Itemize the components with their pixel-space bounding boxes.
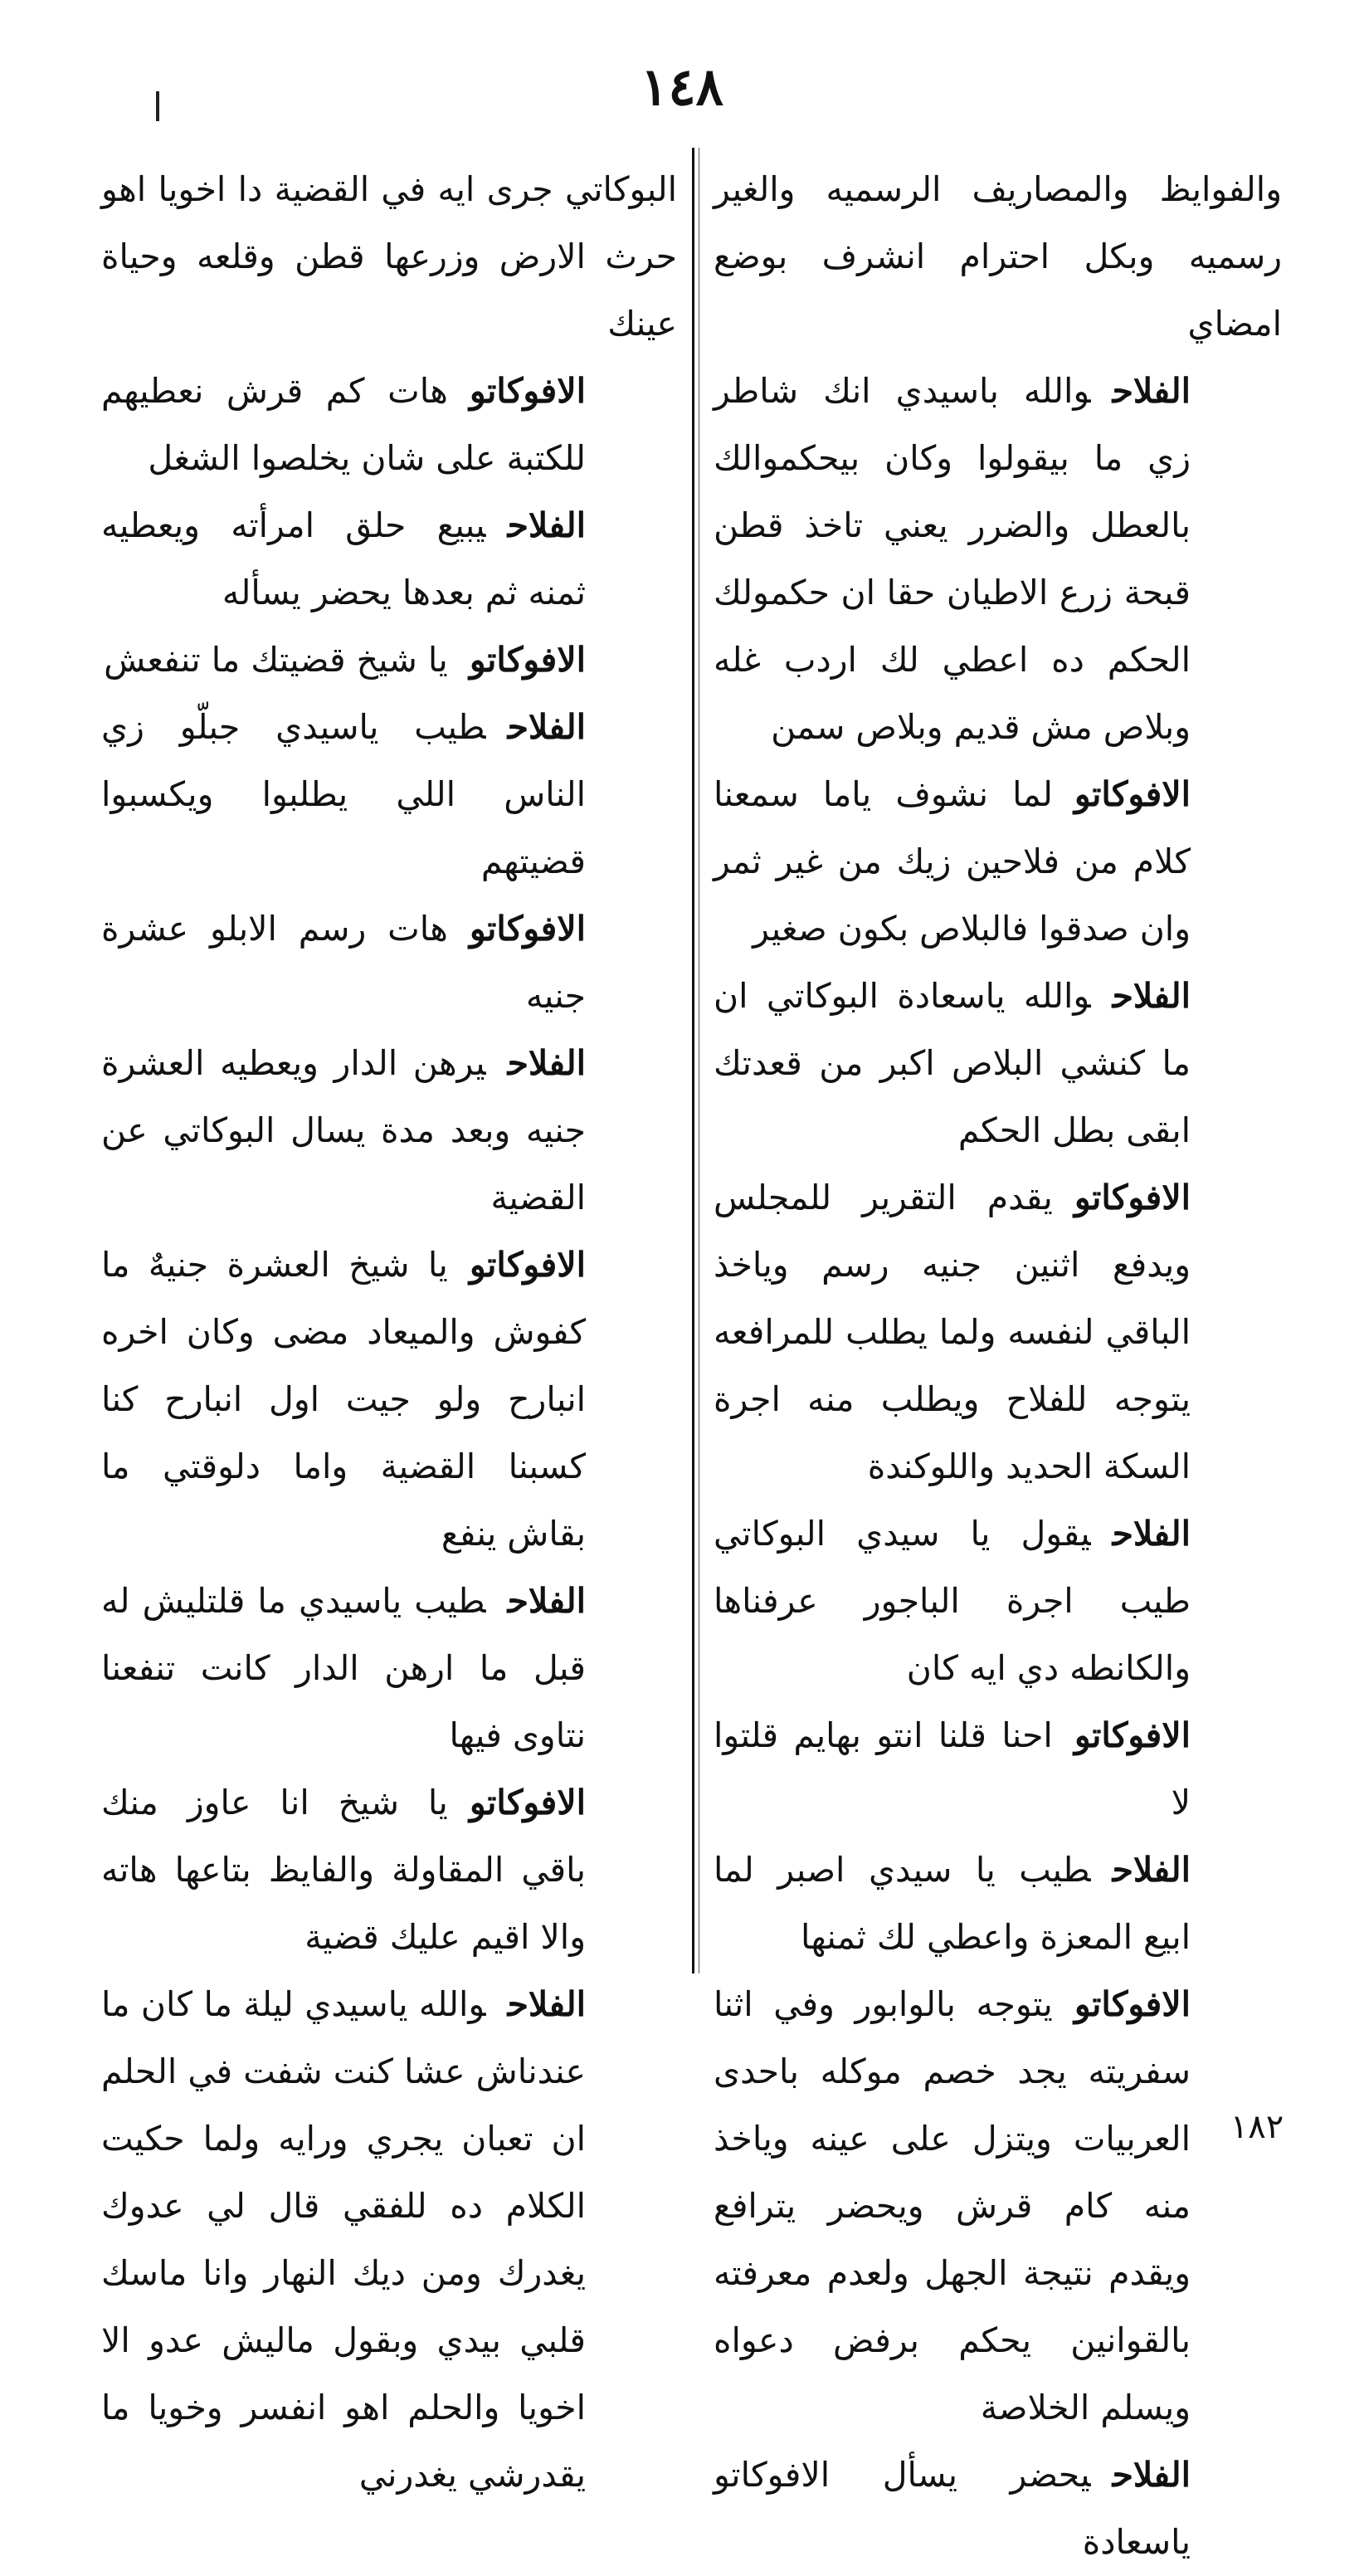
left-column — [101, 156, 677, 2495]
dialogue-text: يقدم التقرير للمجلس ويدفع اثنين جنيه رسم وياخذ الباقي لنفسه ولما يطلب للمرافعه يتوجه للفلاح ويطلب منه اجرة السكة الحديد واللوكندة — [714, 1178, 1191, 1486]
dialogue-text: والفوايظ والمصاريف الرسميه والغير رسميه وبكل احترام انشرف بوضع امضاي — [714, 169, 1282, 344]
dialogue-paragraph — [101, 895, 677, 1030]
speaker-label: الفلاح — [1112, 1850, 1191, 1890]
dialogue-text: والله باسيدي انك شاطر زي ما بيقولوا وكان بيحكموالك بالعطل والضرر يعني تاخذ قطن قبحة زرع الاطيان حقا ان حكمولك الحكم ده اعطي لك اردب غله وبلاص مش قديم وبلاص سمن — [714, 371, 1191, 747]
speaker-label: الفلاح — [1112, 1514, 1191, 1554]
dialogue-paragraph — [101, 627, 677, 694]
dialogue-paragraph — [101, 1030, 677, 1232]
dialogue-paragraph — [101, 1971, 677, 2509]
dialogue-paragraph — [101, 492, 677, 627]
speaker-label: الافوكاتو — [1074, 1984, 1191, 2024]
speaker-label: الافوكاتو — [469, 371, 586, 411]
dialogue-text: هات رسم الابلو عشرة جنيه — [101, 909, 586, 1016]
speaker-label: الفلاح — [507, 1581, 586, 1621]
dialogue-text: يا شيخ قضيتك ما تنفعش — [104, 640, 448, 680]
speaker-label: الافوكاتو — [469, 1783, 586, 1822]
speaker-label: الفلاح — [507, 1984, 586, 2024]
speaker-label: الافوكاتو — [1074, 774, 1191, 814]
speaker-label: الفلاح — [507, 1043, 586, 1083]
dialogue-text: احنا قلنا انتو بهايم قلتوا لا — [714, 1715, 1191, 1822]
dialogue-text: طيب ياسيدي جبلّو زي الناس اللي يطلبوا ويكسبوا قضيتهم — [101, 707, 586, 881]
dialogue-paragraph — [714, 1971, 1282, 2442]
dialogue-paragraph — [714, 1702, 1282, 1837]
dialogue-paragraph — [714, 2442, 1282, 2576]
speaker-label: الافوكاتو — [469, 1245, 586, 1285]
dialogue-paragraph — [101, 694, 677, 895]
footer-page-number: ١٨٢ — [1230, 2108, 1284, 2146]
dialogue-text: يا شيخ انا عاوز منك باقي المقاولة والفايظ بتاعها هاته والا اقيم عليك قضية — [101, 1783, 586, 1957]
dialogue-text: والله ياسعادة البوكاتي ان ما كنشي البلاص اكبر من قعدتك ابقى بطل الحكم — [714, 976, 1191, 1150]
margin-mark — [156, 91, 159, 121]
dialogue-paragraph — [101, 1769, 677, 1971]
dialogue-text: البوكاتي جرى ايه في القضية دا اخويا اهو حرث الارض وزرعها قطن وقلعه وحياة عينك — [101, 169, 677, 344]
dialogue-paragraph — [714, 156, 1282, 358]
speaker-label: الفلاح — [1112, 371, 1191, 411]
speaker-label: الافوكاتو — [469, 640, 586, 680]
speaker-label: الفلاح — [507, 707, 586, 747]
dialogue-text: يرهن الدار ويعطيه العشرة جنيه وبعد مدة يسال البوكاتي عن القضية — [101, 1043, 586, 1217]
dialogue-text: يا شيخ العشرة جنيهٌ ما كفوش والميعاد مضى وكان اخره انبارح ولو جيت اول انبارح كنا كسبنا القضية واما دلوقتي ما بقاش ينفع — [101, 1245, 586, 1554]
dialogue-paragraph — [101, 1568, 677, 1769]
dialogue-paragraph — [101, 358, 677, 492]
dialogue-paragraph — [714, 963, 1282, 1164]
speaker-label: الفلاح — [507, 505, 586, 545]
dialogue-paragraph — [101, 156, 677, 358]
dialogue-paragraph — [714, 1837, 1282, 1971]
speaker-label: الفلاح — [1112, 2455, 1191, 2495]
speaker-label: الفلاح — [1112, 976, 1191, 1016]
dialogue-paragraph — [714, 1164, 1282, 1500]
dialogue-text: يقول يا سيدي البوكاتي طيب اجرة الباجور عرفناها والكانطه دي ايه كان — [714, 1514, 1191, 1688]
speaker-label: الافوكاتو — [469, 909, 586, 949]
page-number: ١٤٨ — [641, 56, 723, 117]
dialogue-text: يتوجه بالوابور وفي اثنا سفريته يجد خصم موكله باحدى العربيات ويتزل على عينه وياخذ منه كام قرش ويحضر يترافع ويقدم نتيجة الجهل ولعدم معرفته بالقوانين يحكم برفض دعواه ويسلم الخلاصة — [714, 1984, 1191, 2427]
column-divider — [692, 148, 694, 1973]
dialogue-text: يحضر يسأل الافوكاتو ياسعادة — [714, 2455, 1191, 2562]
dialogue-paragraph — [101, 1232, 677, 1568]
dialogue-text: هات كم قرش نعطيهم للكتبة على شان يخلصوا الشغل — [101, 371, 586, 478]
speaker-label: الافوكاتو — [1074, 1178, 1191, 1217]
dialogue-text: طيب يا سيدي اصبر لما ابيع المعزة واعطي لك ثمنها — [714, 1850, 1191, 1957]
speaker-label: الافوكاتو — [1074, 1715, 1191, 1755]
dialogue-paragraph — [714, 761, 1282, 963]
dialogue-text: والله ياسيدي ليلة ما كان ما عندناش عشا كنت شفت في الحلم ان تعبان يجري ورايه ولما حكيت الكلام ده للفقي قال لي عدوك يغدرك ومن ديك النهار وانا ماسك قلبي بيدي وبقول ماليش عدو الا اخويا والحلم اهو انفسر وخويا ما يقدرشي يغدرني — [101, 1984, 586, 2495]
dialogue-paragraph — [714, 1500, 1282, 1702]
dialogue-text: طيب ياسيدي ما قلتليش له قبل ما ارهن الدار كانت تنفعنا نتاوى فيها — [101, 1581, 586, 1755]
dialogue-text: لما نشوف ياما سمعنا كلام من فلاحين زيك من غير ثمر وان صدقوا فالبلاص بكون صغير — [714, 774, 1191, 949]
dialogue-paragraph — [714, 358, 1282, 761]
dialogue-text: يبيع حلق امرأته ويعطيه ثمنه ثم بعدها يحضر يسأله — [101, 505, 586, 612]
